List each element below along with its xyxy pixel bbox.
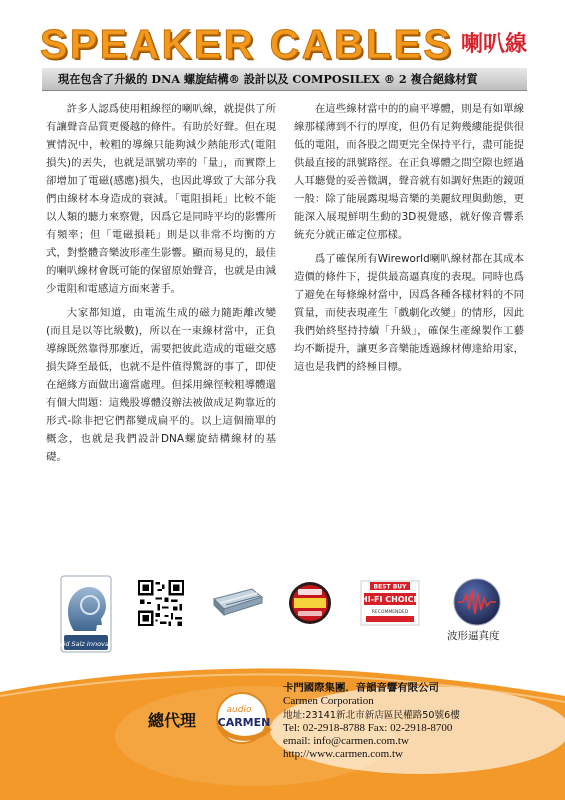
paragraph: 在這些線材當中的的扁平導體，則是有如單線線那樣薄到不行的厚度，但仍有足夠幾縷能提供很低的電阻，而各股之間更完全保持平行，盡可能提供最直接的訊號路徑。在正負導體之間空隙也經過人耳聽覺的妥善微調，聲音就有如調好焦距的鏡頭一般：除了能展露現場音樂的美麗紋理與動態，更能深入展現鮮明生動的3D視覺感，就好像音響系統充分就正確定位那樣。 [294, 103, 524, 241]
waveform-fidelity-icon [453, 578, 501, 626]
paragraph: 爲了確保所有Wireworld喇叭線材都在其成本造價的條件下，提供最高逼真度的表現。同時也爲了避免在每條線材當中，因爲各種各樣材料的不同質量，而使表現產生「戲劇化改變」的情形，因此我們始終堅持持續「升級」，確保生產線製作工藝均不斷提升，讓更多音樂能透過線材傳達給用家，這也是我們的終極目標。 [294, 253, 524, 373]
phone-fax: Tel: 02-2918-8788 Fax: 02-2918-8700 [283, 721, 453, 734]
address: 地址:23141新北市新店區民權路50號6樓 [283, 709, 460, 721]
hifi-choice-text: HI-FI CHOICE [361, 595, 419, 604]
hifi-choice-best-buy-badge [360, 580, 420, 626]
left-column [46, 100, 276, 472]
email-link[interactable]: email: info@carmen.com.tw [283, 735, 409, 748]
award-seal-icon [288, 581, 332, 625]
general-agent-label: 總代理 [148, 711, 197, 730]
hifi-choice-sub-text: RECOMMENDED [371, 610, 409, 615]
waveform-fidelity-label: 波形逼真度 [447, 630, 500, 642]
carmen-logo-brand-text: CARMEN [217, 716, 271, 729]
best-buy-text: BEST BUY [373, 583, 407, 591]
website-link[interactable]: http://www.carmen.com.tw [283, 748, 403, 761]
carmen-logo-small-text: audio [226, 705, 252, 715]
paragraph: 許多人認爲使用粗線徑的喇叭線，就提供了所有讓聲音品質更優越的條件。有助於好聲。但在現實情況中，較粗的導線只能夠減少熱能形式(電阻損失)的丟失，也就是訊號功率的「量」，而實際上卻增加了電磁(感應)損失，也因此導致了大部分我們由線材本身造成的衰減。「電阻損耗」比較不能以人類的聽力來察覺，因爲它是同時平均的影響所有頻率；但「電磁損耗」則是以非常不均衡的方式，對整體音樂波形產生影響。顯而易見的，最佳的喇叭線材會既可能的保留原始聲音，也就是由減少電阻和電感這方面來著手。 [46, 103, 276, 295]
contact-info [283, 682, 543, 762]
carmen-audio-logo [212, 688, 278, 746]
right-column [294, 100, 524, 382]
flat-cable-icon [212, 587, 264, 623]
paragraph: 大家都知道，由電流生成的磁力隨距離改變(而且是以等比級數)，所以在一束線材當中，正負導線既然靠得那麼近，需要把彼此造成的電磁交感損失降至最低，也就不是件值得驚訝的事了，即使在絕緣方面做出適當處理。但採用線徑較粗導體還有個大問題：這幾股導體沒辦法被做成足夠靠近的形式-除非把它們都變成扁平的。以上這個簡單的概念，也就是我們設計DNA螺旋結構線材的基礎。 [46, 307, 276, 463]
head-logo-text: David Salz Innovation [50, 640, 122, 648]
page-title: SPEAKER CABLES [40, 21, 454, 67]
article-body [46, 100, 524, 570]
qr-code-icon [138, 580, 184, 626]
subtitle: 現在包含了升級的 DNA 螺旋結構® 設計以及 COMPOSILEX ® 2 複合絕緣材質 [58, 72, 478, 86]
company-name-cn: 卡門國際集團．音韻音響有限公司 [283, 682, 439, 694]
company-name-en: Carmen Corporation [283, 695, 374, 708]
page-title-chinese: 喇叭線 [460, 32, 527, 57]
